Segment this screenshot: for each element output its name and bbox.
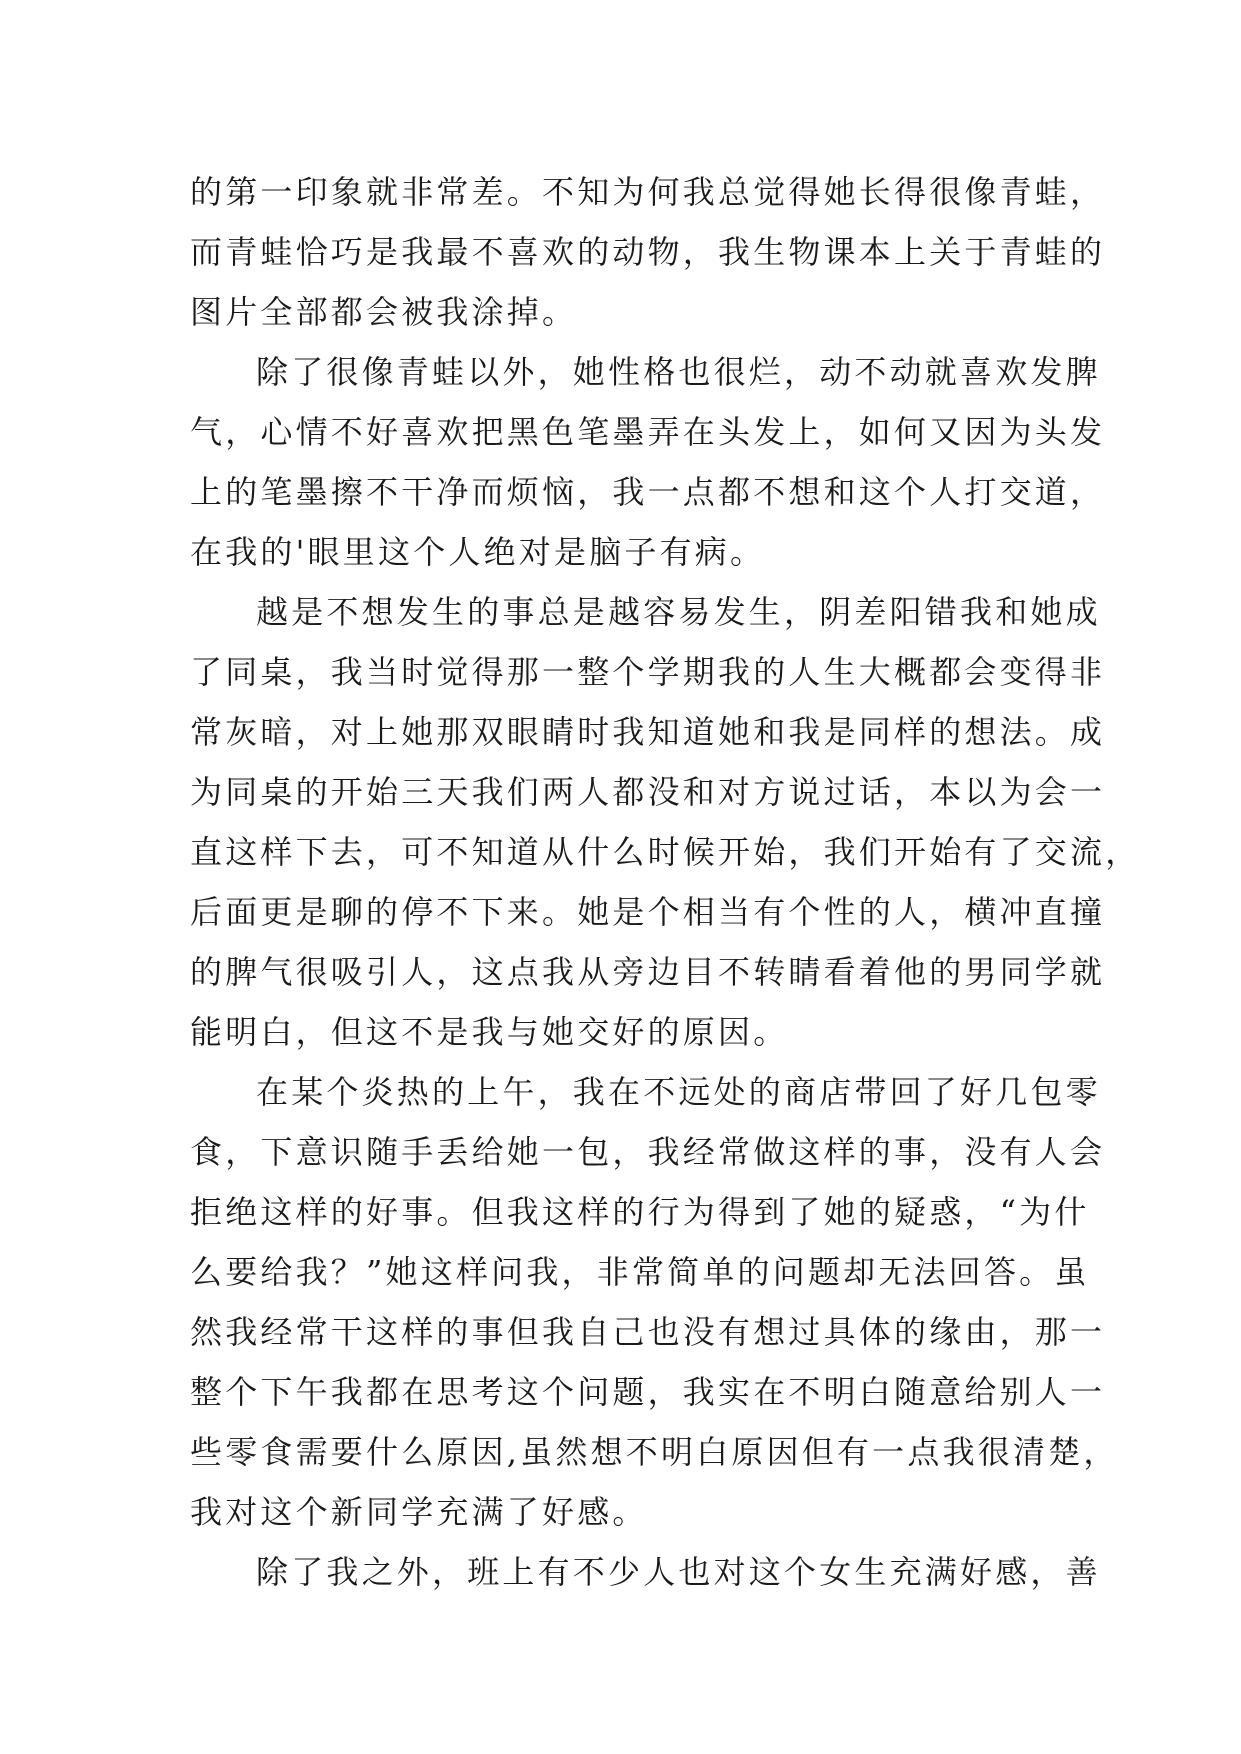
paragraph-first-line: 除了很像青蛙以外，她性格也很烂，动不动就喜欢发脾 (256, 353, 1101, 391)
text-line: 了同桌，我当时觉得那一整个学期我的人生大概都会变得非 (190, 653, 1106, 691)
text-line: 图片全部都会被我涂掉。 (190, 293, 578, 331)
paragraph-first-line: 除了我之外，班上有不少人也对这个女生充满好感，善 (256, 1553, 1101, 1591)
text-line: 整个下午我都在思考这个问题，我实在不明白随意给别人一 (190, 1373, 1106, 1411)
text-line: 食，下意识随手丢给她一包，我经常做这样的事，没有人会 (190, 1133, 1106, 1171)
text-line: 在我的'眼里这个人绝对是脑子有病。 (190, 533, 766, 571)
text-line: 常灰暗，对上她那双眼睛时我知道她和我是同样的想法。成 (190, 713, 1106, 751)
text-line: 拒绝这样的好事。但我这样的行为得到了她的疑惑，“为什 (190, 1193, 1090, 1231)
paragraph-first-line: 在某个炎热的上午，我在不远处的商店带回了好几包零 (256, 1073, 1101, 1111)
text-line: 直这样下去，可不知道从什么时候开始，我们开始有了交流， (190, 833, 1141, 871)
text-line: 么要给我？”她这样问我，非常简单的问题却无法回答。虽 (190, 1253, 1090, 1291)
body-text (190, 162, 1141, 1602)
text-line: 而青蛙恰巧是我最不喜欢的动物，我生物课本上关于青蛙的 (190, 233, 1106, 271)
text-line: 上的笔墨擦不干净而烦恼，我一点都不想和这个人打交道， (190, 473, 1106, 511)
text-line: 的第一印象就非常差。不知为何我总觉得她长得很像青蛙， (190, 173, 1106, 211)
text-line: 的脾气很吸引人，这点我从旁边目不转睛看着他的男同学就 (190, 953, 1106, 991)
text-line: 我对这个新同学充满了好感。 (190, 1493, 648, 1531)
text-line: 为同桌的开始三天我们两人都没和对方说过话，本以为会一 (190, 773, 1106, 811)
text-line: 能明白，但这不是我与她交好的原因。 (190, 1013, 789, 1051)
text-line: 些零食需要什么原因,虽然想不明白原因但有一点我很清楚， (190, 1433, 1119, 1471)
text-line: 气，心情不好喜欢把黑色笔墨弄在头发上，如何又因为头发 (190, 413, 1106, 451)
text-line: 后面更是聊的停不下来。她是个相当有个性的人，横冲直撞 (190, 893, 1106, 931)
paragraph-first-line: 越是不想发生的事总是越容易发生，阴差阳错我和她成 (256, 593, 1101, 631)
text-line: 然我经常干这样的事但我自己也没有想过具体的缘由，那一 (190, 1313, 1106, 1351)
